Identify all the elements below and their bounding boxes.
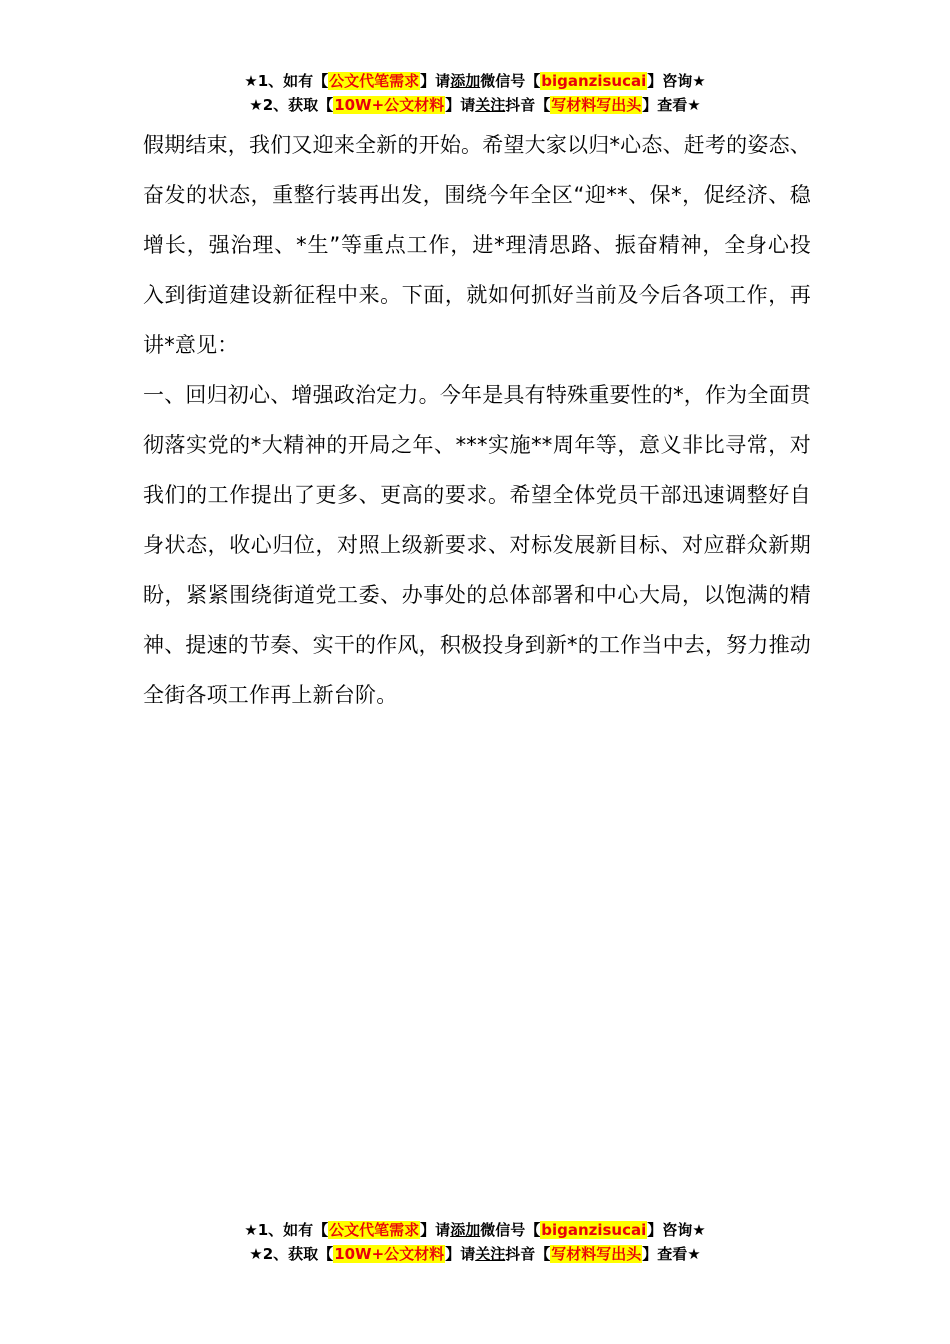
footer-highlight-wechat-id: biganzisucai [541, 1221, 647, 1239]
highlight-service: 公文代笔需求 [329, 72, 420, 90]
footer-banner-line-1: ★1、如有【公文代笔需求】请添加微信号【biganzisucai】咨询★ [244, 1221, 706, 1239]
paragraph-intro: 假期结束，我们又迎来全新的开始。希望大家以归*心态、赶考的姿态、奋发的状态，重整行装再出发，围绕今年全区“迎**、保*，促经济、稳增长，强治理、*生”等重点工作，进*理清思路、振奋精神，全身心投入到街道建设新征程中来。下面，就如何抓好当前及今后各项工作，再讲*意见： [143, 133, 811, 357]
highlight-wechat-id: biganzisucai [541, 72, 647, 90]
highlight-materials: 10W+公文材料 [334, 96, 445, 114]
header-banner [0, 69, 950, 117]
paragraph-section-one: 一、回归初心、增强政治定力。今年是具有特殊重要性的*，作为全面贯彻落实党的*大精神的开局之年、***实施**周年等，意义非比寻常，对我们的工作提出了更多、更高的要求。希望全体党员干部迅速调整好自身状态，收心归位，对照上级新要求、对标发展新目标、对应群众新期盼，紧紧围绕街道党工委、办事处的总体部署和中心大局，以饱满的精神、提速的节奏、实干的作风，积极投身到新*的工作当中去，努力推动全街各项工作再上新台阶。 [143, 383, 811, 707]
banner-line-1: ★1、如有【公文代笔需求】请添加微信号【biganzisucai】咨询★ [244, 72, 706, 90]
highlight-douyin-account: 写材料写出头 [551, 96, 642, 114]
footer-banner-line-2: ★2、获取【10W+公文材料】请关注抖音【写材料写出头】查看★ [249, 1245, 701, 1263]
document-body [143, 120, 811, 720]
footer-highlight-service: 公文代笔需求 [329, 1221, 420, 1239]
footer-highlight-materials: 10W+公文材料 [334, 1245, 445, 1263]
footer-highlight-douyin-account: 写材料写出头 [551, 1245, 642, 1263]
footer-banner [0, 1218, 950, 1266]
banner-line-2: ★2、获取【10W+公文材料】请关注抖音【写材料写出头】查看★ [249, 96, 701, 114]
